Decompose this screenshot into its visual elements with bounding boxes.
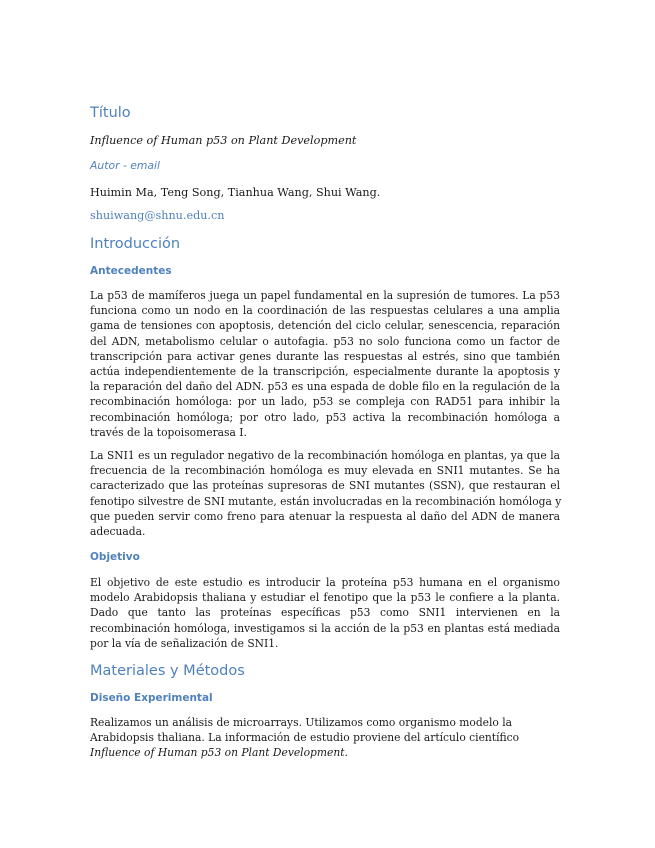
paragraph-line: Realizamos un análisis de microarrays. Utilizamos como organismo modelo la (90, 716, 513, 729)
sentence-end: . (344, 746, 348, 760)
paragraph-line: gama de tensiones con apoptosis, detención del ciclo celular, senescencia, reparación (90, 319, 560, 333)
paragraph-line: través de la topoisomerasa I. (90, 425, 247, 439)
paragraph-line: actúa independientemente de la transcripción, especialmente durante la apoptosis y (90, 365, 560, 379)
paragraph-line: frecuencia de la recombinación homóloga es muy elevada en SNI1 mutantes. Se ha (90, 464, 560, 478)
background-heading: Antecedentes (90, 265, 172, 277)
intro-heading: Introducción (90, 236, 181, 252)
paragraph-line: del ADN, metabolismo celular o autofagia. p53 no solo funciona como un factor de (90, 334, 560, 348)
paragraph-line: Dado que tanto las proteínas específicas p53 como SNI1 intervienen en la (90, 606, 560, 620)
title-text: Influence of Human p53 on Plant Development (90, 134, 357, 147)
background-paragraph-2 (90, 448, 560, 539)
title-heading: Título (90, 105, 131, 121)
objective-paragraph (90, 575, 560, 651)
author-heading: Autor - email (90, 159, 161, 172)
paragraph-line: La SNI1 es un regulador negativo de la recombinación homóloga en plantas, ya que la (90, 449, 560, 462)
design-heading: Diseño Experimental (90, 692, 213, 704)
paragraph-line: modelo Arabidopsis thaliana y estudiar el fenotipo que la p53 le confiere a la planta. (90, 591, 560, 605)
paragraph-line: recombinación homóloga, investigamos si la acción de la p53 en plantas está mediada (90, 621, 560, 635)
article-title-italic: Influence of Human p53 on Plant Development (90, 746, 345, 760)
paragraph-line (90, 745, 560, 760)
methods-heading: Materiales y Métodos (90, 663, 245, 679)
paragraph-line: funciona como un nodo en la coordinación de las respuestas celulares a una amplia (90, 304, 560, 318)
objective-heading: Objetivo (90, 551, 140, 563)
email-link[interactable]: shuiwang@shnu.edu.cn (90, 209, 225, 222)
paragraph-line: adecuada. (90, 525, 146, 539)
background-paragraph-1 (90, 288, 560, 440)
paragraph-line: La p53 de mamíferos juega un papel fundamental en la supresión de tumores. La p53 (90, 289, 560, 302)
paragraph-line: recombinación homóloga: por un lado, p53 se compleja con RAD51 para inhibir la (90, 395, 560, 409)
paragraph-line: la reparación del daño del ADN. p53 es una espada de doble filo en la regulación de la (90, 380, 560, 394)
paragraph-line: transcripción para activar genes durante las respuestas al estrés, sino que también (90, 349, 560, 363)
design-paragraph (90, 715, 560, 761)
paragraph-line: Arabidopsis thaliana. La información de estudio proviene del artículo científico (90, 731, 520, 745)
paragraph-line: caracterizado que las proteínas supresoras de SNI mutantes (SSN), que restauran el (90, 479, 560, 493)
paragraph-line: recombinación homóloga; por otro lado, p53 activa la recombinación homóloga a (90, 410, 560, 424)
paragraph-line: El objetivo de este estudio es introducir la proteína p53 humana en el organismo (90, 576, 560, 589)
paragraph-line: que pueden servir como freno para atenuar la respuesta al daño del ADN de manera (90, 509, 560, 523)
authors-text: Huimin Ma, Teng Song, Tianhua Wang, Shui Wang. (90, 186, 381, 199)
paragraph-line: fenotipo silvestre de SNI mutante, están involucradas en la recombinación homóloga y (90, 494, 562, 508)
paragraph-line: por la vía de señalización de SNI1. (90, 636, 279, 650)
